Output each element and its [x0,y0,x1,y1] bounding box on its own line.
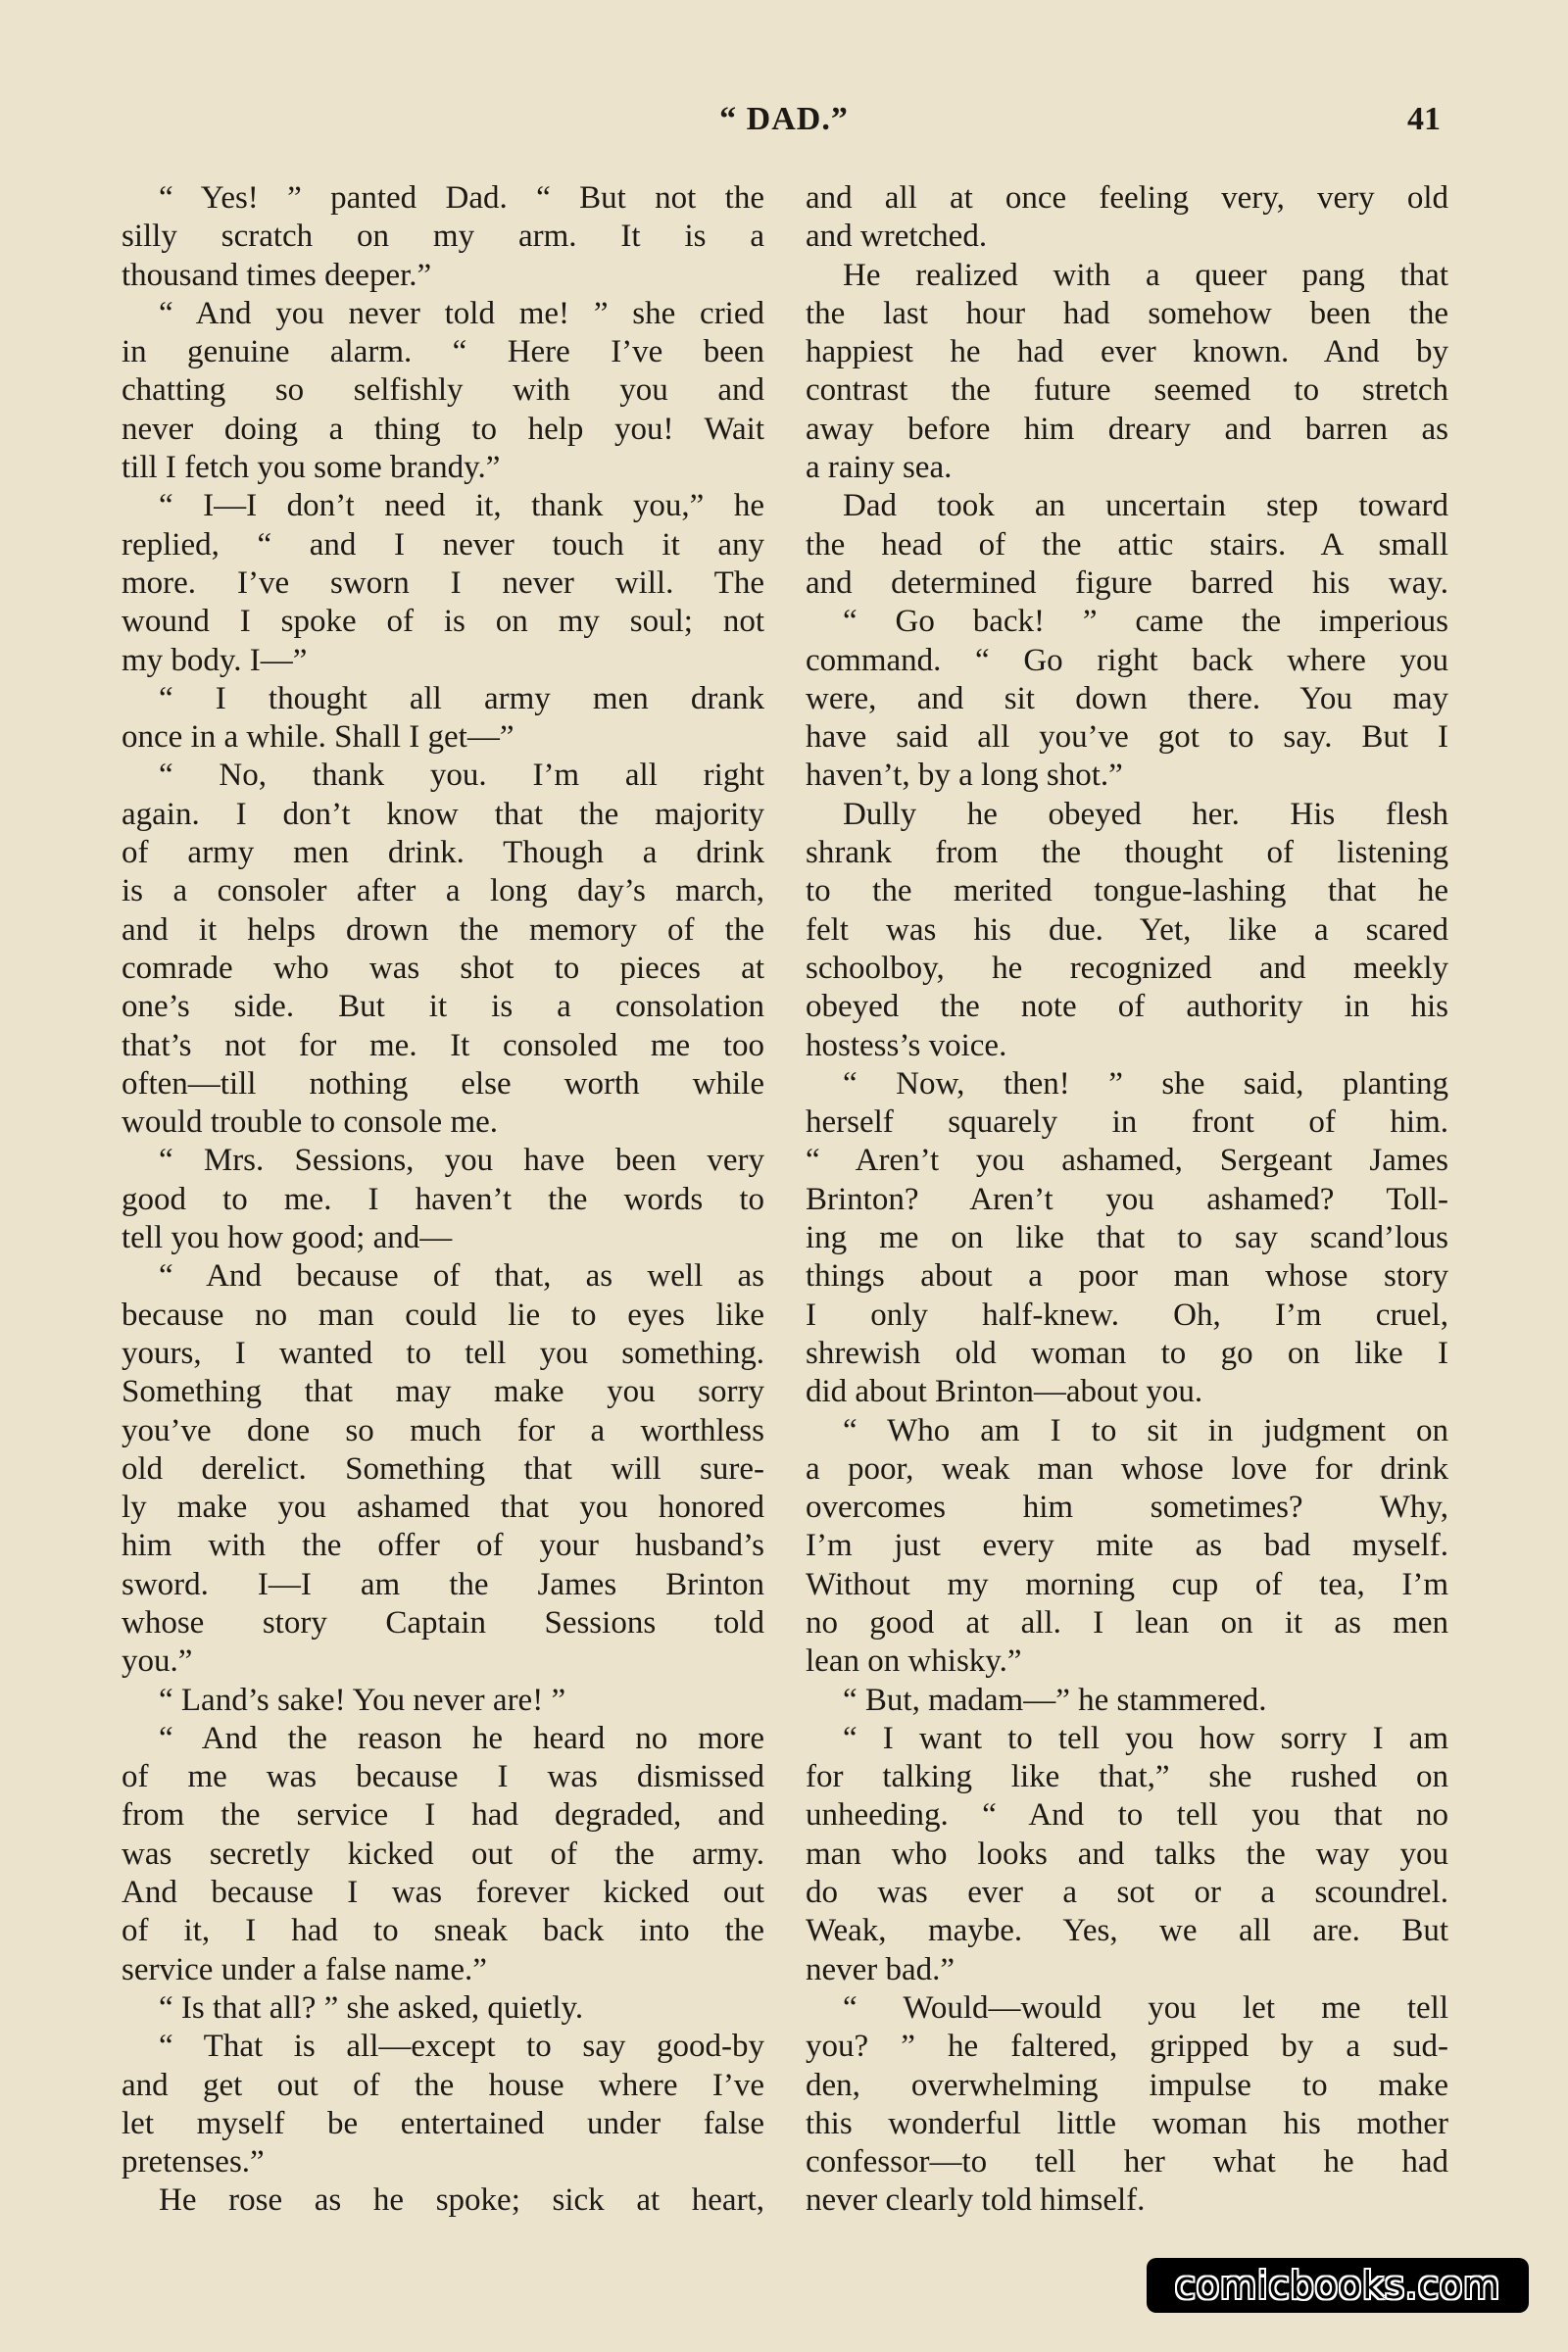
left-column-text-line: in genuine alarm. “ Here I’ve been [122,334,764,370]
left-column-text-line: old derelict. Something that will sure- [122,1450,764,1487]
left-column-text-line: was secretly kicked out of the army. [122,1836,764,1872]
left-column-text-line: comrade who was shot to pieces at [122,950,764,986]
right-column-text-line: den, overwhelming impulse to make [806,2067,1448,2103]
left-column-text-line: “ Mrs. Sessions, you have been very [159,1143,764,1179]
left-column-text-line: you’ve done so much for a worthless [122,1412,764,1448]
right-column-text-line: to the merited tongue-lashing that he [806,873,1448,909]
right-column-text-line: the head of the attic stairs. A small [806,526,1448,563]
left-column-text-line: tell you how good; and— [122,1220,453,1256]
right-column-text-line: things about a poor man whose story [806,1258,1448,1295]
right-column-text-line: and all at once feeling very, very old [806,180,1448,216]
left-column-text-line: good to me. I haven’t the words to [122,1181,764,1217]
running-head-title: “ DAD.” [719,101,849,137]
left-column-text-line: yours, I wanted to tell you something. [122,1335,764,1371]
right-column-text-line: man who looks and talks the way you [806,1836,1448,1872]
right-column-text-line: command. “ Go right back where you [806,642,1448,678]
right-column-text-line: confessor—to tell her what he had [806,2144,1448,2180]
left-column-text-line: and get out of the house where I’ve [122,2067,764,2103]
right-column-text-line: for talking like that,” she rushed on [806,1759,1448,1795]
page-number: 41 [1407,101,1441,137]
left-column-text-line: And because I was forever kicked out [122,1875,764,1911]
right-column-text-line: contrast the future seemed to stretch [806,372,1448,409]
left-column-text-line: my body. I—” [122,642,308,678]
left-column-text-line: ly make you ashamed that you honored [122,1490,764,1526]
left-column-text-line: “ Is that all? ” she asked, quietly. [159,1989,584,2026]
left-column-text-line: of it, I had to sneak back into the [122,1913,764,1949]
right-column-text-line: “ Go back! ” came the imperious [843,604,1448,640]
right-column-text-line: ing me on like that to say scand’lous [806,1220,1448,1256]
right-column-text-line: “ Aren’t you ashamed, Sergeant James [806,1143,1448,1179]
left-column-text-line: “ And because of that, as well as [159,1258,764,1295]
left-column-text-line: service under a false name.” [122,1951,487,1987]
left-column-text-line: him with the offer of your husband’s [122,1528,764,1564]
left-column-text-line: silly scratch on my arm. It is a [122,219,764,255]
left-column-text-line: more. I’ve sworn I never will. The [122,564,764,601]
left-column-text-line: till I fetch you some brandy.” [122,450,501,486]
right-column-text-line: felt was his due. Yet, like a scared [806,911,1448,948]
left-column-text-line: replied, “ and I never touch it any [122,526,764,563]
left-column-text-line: and it helps drown the memory of the [122,911,764,948]
left-column-text-line: once in a while. Shall I get—” [122,719,514,756]
left-column-text-line: one’s side. But it is a consolation [122,989,764,1025]
right-column-text-line: herself squarely in front of him. [806,1104,1448,1141]
right-column-text-line: haven’t, by a long shot.” [806,758,1123,794]
left-text-column [122,179,764,2221]
right-column-text-line: a poor, weak man whose love for drink [806,1450,1448,1487]
right-column-text-line: “ Who am I to sit in judgment on [843,1412,1448,1448]
left-column-text-line: “ Land’s sake! You never are! ” [159,1682,566,1718]
right-column-text-line: you? ” he faltered, gripped by a sud- [806,2029,1448,2065]
right-column-text-line: He realized with a queer pang that [843,257,1448,293]
left-column-text-line: thousand times deeper.” [122,257,432,293]
right-column-text-line: “ But, madam—” he stammered. [843,1682,1267,1718]
left-column-text-line: of army men drink. Though a drink [122,835,764,871]
right-column-text-line: never clearly told himself. [806,2182,1146,2219]
right-text-column [806,179,1448,2221]
right-column-text-line: shrank from the thought of listening [806,835,1448,871]
right-column-text-line: hostess’s voice. [806,1027,1007,1063]
right-column-text-line: Dad took an uncertain step toward [843,488,1448,524]
left-column-text-line: wound I spoke of is on my soul; not [122,604,764,640]
left-column-text-line: of me was because I was dismissed [122,1759,764,1795]
right-column-text-line: do was ever a sot or a scoundrel. [806,1875,1448,1911]
left-column-text-line: “ And the reason he heard no more [159,1720,764,1756]
left-column-text-line: often—till nothing else worth while [122,1065,764,1102]
right-column-text-line: did about Brinton—about you. [806,1374,1203,1410]
left-column-text-line: again. I don’t know that the majority [122,796,764,832]
right-column-text-line: Without my morning cup of tea, I’m [806,1566,1448,1602]
left-column-text-line: He rose as he spoke; sick at heart, [159,2182,764,2219]
watermark-text: comicbooks.com [1174,2264,1501,2307]
right-column-text-line: unheeding. “ And to tell you that no [806,1797,1448,1834]
right-column-text-line: have said all you’ve got to say. But I [806,719,1448,756]
right-column-text-line: never bad.” [806,1951,956,1987]
left-column-text-line: “ I thought all army men drank [159,680,764,716]
right-column-text-line: shrewish old woman to go on like I [806,1335,1448,1371]
left-column-text-line: let myself be entertained under false [122,2105,764,2141]
right-column-text-line: and wretched. [806,219,988,255]
right-column-text-line: I’m just every mite as bad myself. [806,1528,1448,1564]
right-column-text-line: no good at all. I lean on it as men [806,1604,1448,1641]
right-column-text-line: schoolboy, he recognized and meekly [806,950,1448,986]
right-column-text-line: I only half-knew. Oh, I’m cruel, [806,1297,1448,1333]
left-column-text-line: from the service I had degraded, and [122,1797,764,1834]
right-column-text-line: overcomes him sometimes? Why, [806,1490,1448,1526]
left-column-text-line: “ And you never told me! ” she cried [159,295,764,331]
left-column-text-line: “ I—I don’t need it, thank you,” he [159,488,764,524]
right-column-text-line: “ I want to tell you how sorry I am [843,1720,1448,1756]
right-column-text-line: were, and sit down there. You may [806,680,1448,716]
right-column-text-line: happiest he had ever known. And by [806,334,1448,370]
right-column-text-line: Dully he obeyed her. His flesh [843,796,1448,832]
left-column-text-line: is a consoler after a long day’s march, [122,873,764,909]
right-column-text-line: obeyed the note of authority in his [806,989,1448,1025]
left-column-text-line: Something that may make you sorry [122,1374,764,1410]
left-column-text-line: never doing a thing to help you! Wait [122,411,764,447]
right-column-text-line: the last hour had somehow been the [806,295,1448,331]
right-column-text-line: Weak, maybe. Yes, we all are. But [806,1913,1448,1949]
watermark-logo [1147,2258,1529,2313]
left-column-text-line: sword. I—I am the James Brinton [122,1566,764,1602]
left-column-text-line: pretenses.” [122,2144,265,2180]
left-column-text-line: chatting so selfishly with you and [122,372,764,409]
right-column-text-line: Brinton? Aren’t you ashamed? Toll- [806,1181,1448,1217]
left-column-text-line: “ No, thank you. I’m all right [159,758,764,794]
right-column-text-line: lean on whisky.” [806,1643,1022,1680]
right-column-text-line: a rainy sea. [806,450,953,486]
left-column-text-line: because no man could lie to eyes like [122,1297,764,1333]
left-column-text-line: would trouble to console me. [122,1104,499,1141]
right-column-text-line: “ Now, then! ” she said, planting [843,1065,1448,1102]
right-column-text-line: “ Would—would you let me tell [843,1989,1448,2026]
left-column-text-line: whose story Captain Sessions told [122,1604,764,1641]
right-column-text-line: and determined figure barred his way. [806,564,1448,601]
left-column-text-line: “ That is all—except to say good-by [159,2029,764,2065]
right-column-text-line: away before him dreary and barren as [806,411,1448,447]
left-column-text-line: you.” [122,1643,193,1680]
left-column-text-line: “ Yes! ” panted Dad. “ But not the [159,180,764,216]
left-column-text-line: that’s not for me. It consoled me too [122,1027,764,1063]
right-column-text-line: this wonderful little woman his mother [806,2105,1448,2141]
